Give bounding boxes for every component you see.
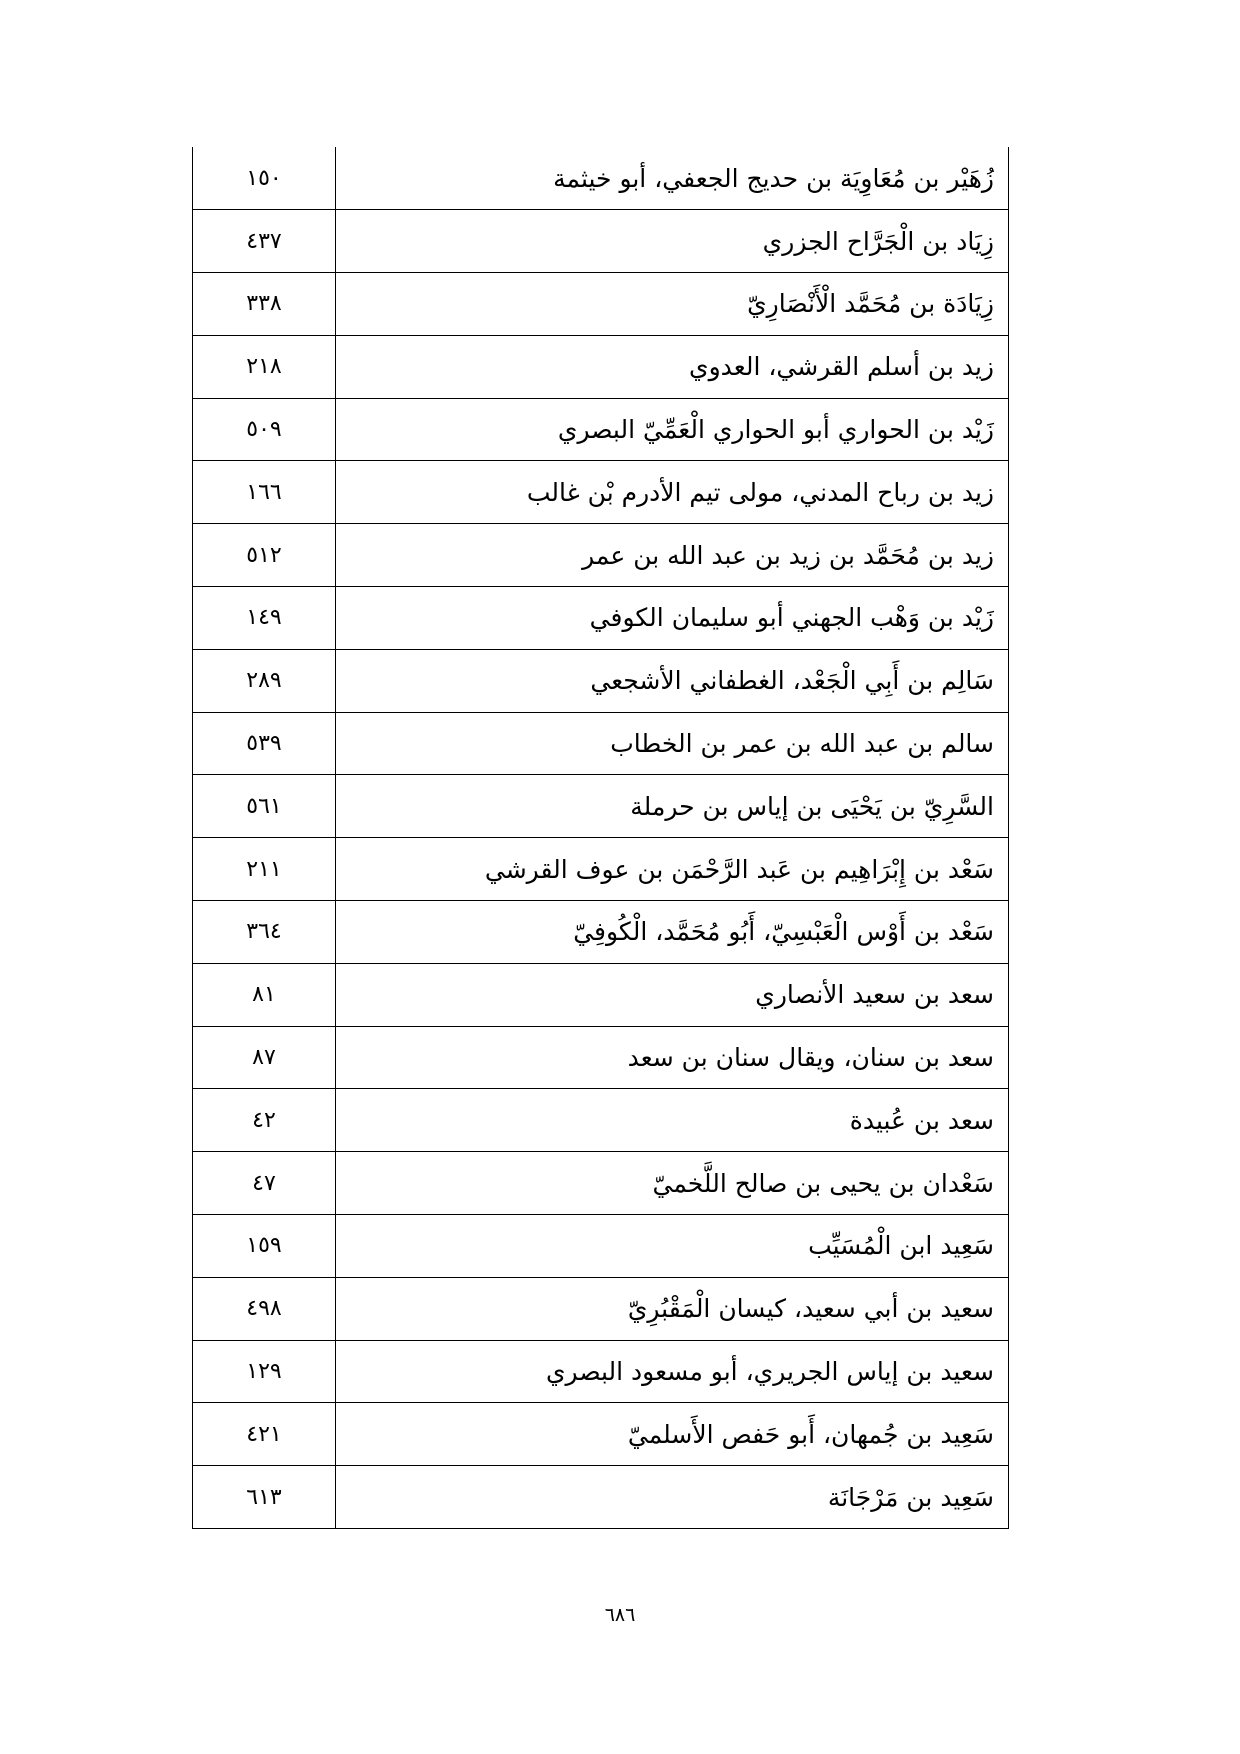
table-row — [193, 1403, 1009, 1466]
narrator-name: سَعْد بن أَوْس الْعَبْسِيّ، أَبُو مُحَمَّد، الْكُوفِيّ — [336, 901, 1009, 964]
page-reference: ٤٧ — [193, 1152, 336, 1215]
table-row — [193, 398, 1009, 461]
page-reference: ١٦٦ — [193, 461, 336, 524]
page-reference: ٤٢١ — [193, 1403, 336, 1466]
narrator-name: زُهَيْر بن مُعَاوِيَة بن حديج الجعفي، أبو خيثمة — [336, 147, 1009, 210]
narrator-name: زيد بن أسلم القرشي، العدوي — [336, 335, 1009, 398]
page-reference: ٥٠٩ — [193, 398, 336, 461]
narrator-name: سَعِيد بن مَرْجَانَة — [336, 1466, 1009, 1529]
narrator-name: زيد بن رباح المدني، مولى تيم الأدرم بْن غالب — [336, 461, 1009, 524]
narrator-name: سعيد بن إياس الجريري، أبو مسعود البصري — [336, 1340, 1009, 1403]
narrator-name: سَعْدان بن يحيى بن صالح اللَّخميّ — [336, 1152, 1009, 1215]
page-reference: ٢١٨ — [193, 335, 336, 398]
page-reference: ٥٣٩ — [193, 712, 336, 775]
table-row — [193, 147, 1009, 210]
narrator-name: السَّرِيّ بن يَحْيَى بن إياس بن حرملة — [336, 775, 1009, 838]
table-row — [193, 587, 1009, 650]
table-row — [193, 963, 1009, 1026]
table-row — [193, 273, 1009, 336]
page-reference: ٤٢ — [193, 1089, 336, 1152]
narrator-name: سَعِيد بن جُمهان، أَبو حَفص الأَسلميّ — [336, 1403, 1009, 1466]
page-reference: ١٥٠ — [193, 147, 336, 210]
narrator-name: سَعِيد ابن الْمُسَيِّب — [336, 1215, 1009, 1278]
page-reference: ٥٦١ — [193, 775, 336, 838]
narrator-name: زَيْد بن وَهْب الجهني أبو سليمان الكوفي — [336, 587, 1009, 650]
table-row — [193, 461, 1009, 524]
page-reference: ٢٨٩ — [193, 649, 336, 712]
table-body — [193, 147, 1009, 1529]
narrator-name: سعد بن سنان، ويقال سنان بن سعد — [336, 1026, 1009, 1089]
page-reference: ٣٣٨ — [193, 273, 336, 336]
narrator-name: زِيَاد بن الْجَرَّاح الجزري — [336, 210, 1009, 273]
table-row — [193, 1466, 1009, 1529]
page-reference: ٨٧ — [193, 1026, 336, 1089]
page-reference: ١٤٩ — [193, 587, 336, 650]
narrator-name: سَالِم بن أَبِي الْجَعْد، الغطفاني الأشجعي — [336, 649, 1009, 712]
table-row — [193, 1277, 1009, 1340]
page-reference: ٣٦٤ — [193, 901, 336, 964]
narrator-name: زيد بن مُحَمَّد بن زيد بن عبد الله بن عمر — [336, 524, 1009, 587]
narrator-name: زِيَادَة بن مُحَمَّد الْأَنْصَارِيّ — [336, 273, 1009, 336]
narrators-index-table — [192, 147, 1009, 1529]
page-reference: ٥١٢ — [193, 524, 336, 587]
table-row — [193, 1152, 1009, 1215]
page-reference: ١٥٩ — [193, 1215, 336, 1278]
table-row — [193, 1340, 1009, 1403]
table-row — [193, 524, 1009, 587]
narrator-name: سالم بن عبد الله بن عمر بن الخطاب — [336, 712, 1009, 775]
table-row — [193, 1089, 1009, 1152]
page-reference: ٤٣٧ — [193, 210, 336, 273]
table-row — [193, 775, 1009, 838]
narrator-name: سعد بن سعيد الأنصاري — [336, 963, 1009, 1026]
page-reference: ٦١٣ — [193, 1466, 336, 1529]
narrator-name: سعد بن عُبيدة — [336, 1089, 1009, 1152]
table-row — [193, 210, 1009, 273]
narrator-name: سعيد بن أبي سعيد، كيسان الْمَقْبُرِيّ — [336, 1277, 1009, 1340]
table-row — [193, 1026, 1009, 1089]
narrator-name: زَيْد بن الحواري أبو الحواري الْعَمِّيّ البصري — [336, 398, 1009, 461]
page-reference: ٢١١ — [193, 838, 336, 901]
table-row — [193, 838, 1009, 901]
table-row — [193, 649, 1009, 712]
page-reference: ٨١ — [193, 963, 336, 1026]
table-row — [193, 901, 1009, 964]
page-reference: ١٢٩ — [193, 1340, 336, 1403]
page-reference: ٤٩٨ — [193, 1277, 336, 1340]
table-row — [193, 335, 1009, 398]
page-number: ٦٨٦ — [604, 1604, 636, 1626]
table-row — [193, 1215, 1009, 1278]
table-row — [193, 712, 1009, 775]
narrator-name: سَعْد بن إِبْرَاهِيم بن عَبد الرَّحْمَن بن عوف القرشي — [336, 838, 1009, 901]
